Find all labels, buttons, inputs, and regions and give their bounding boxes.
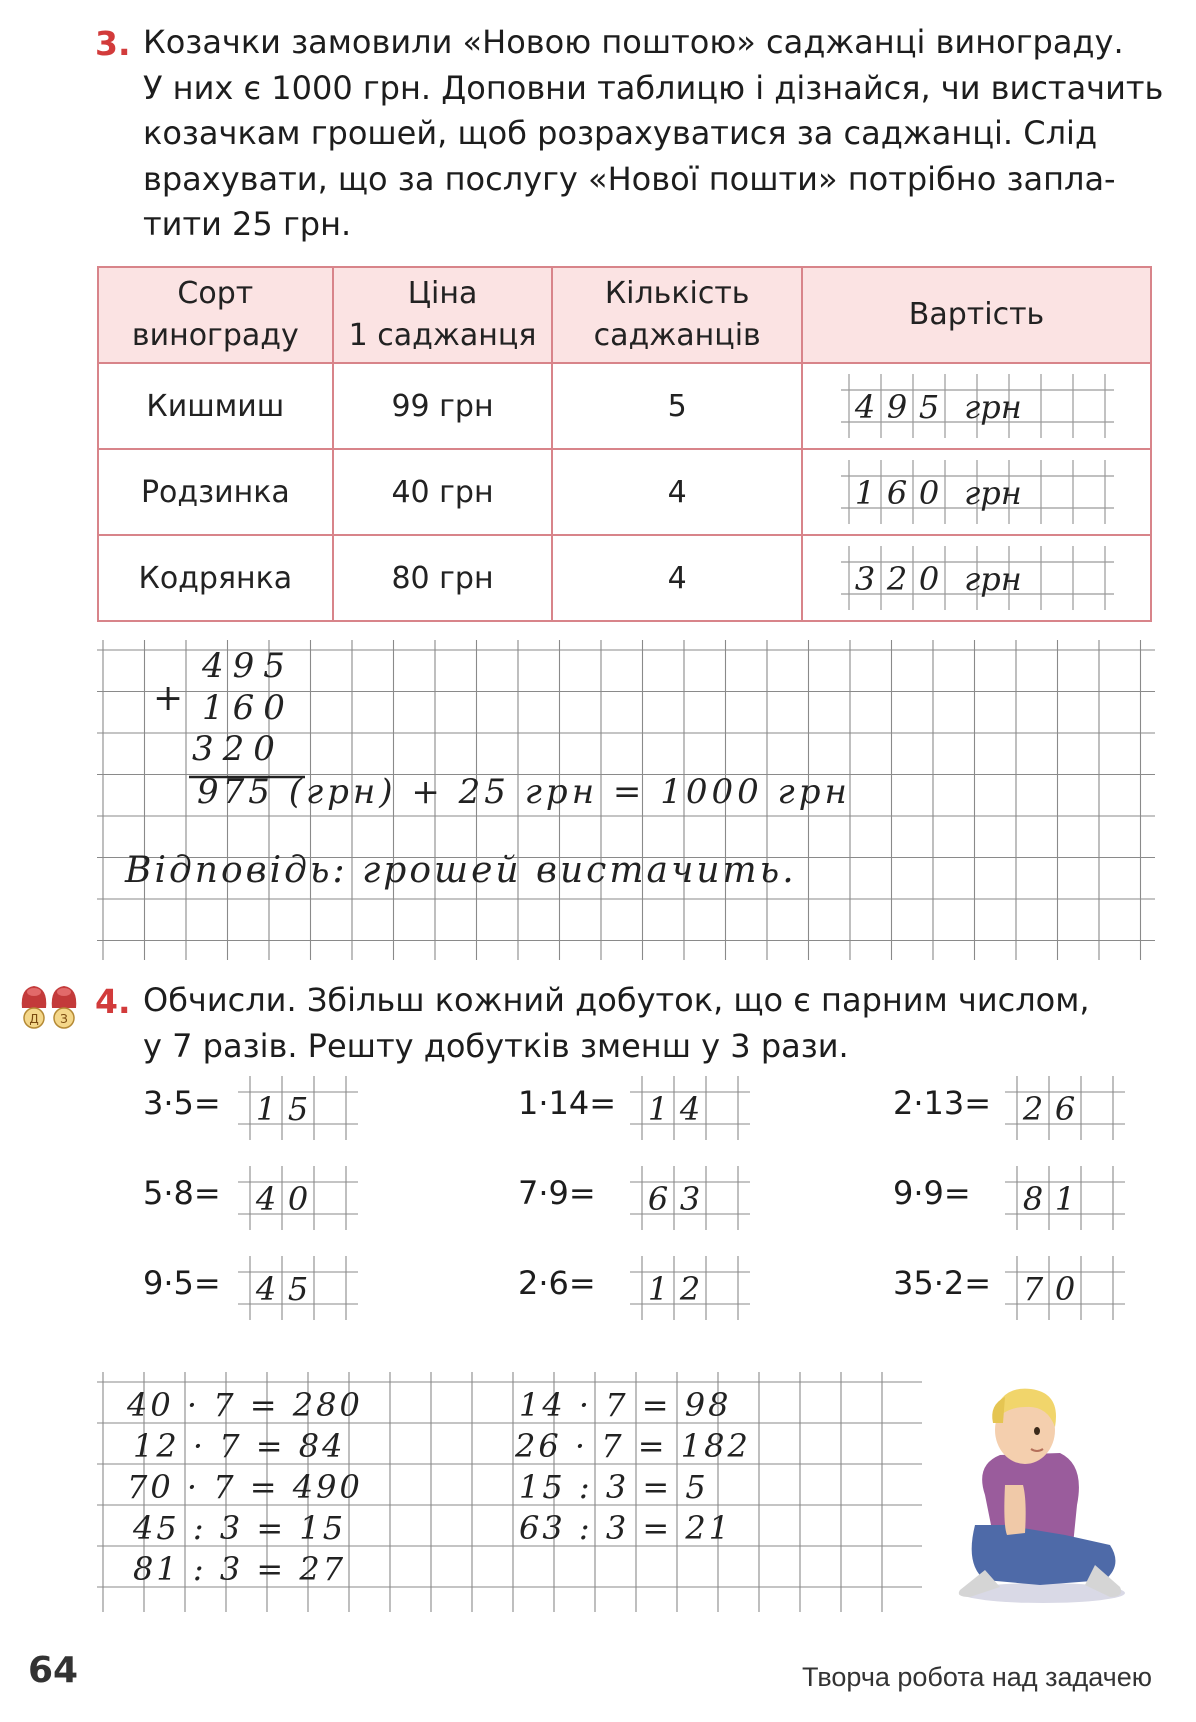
cell-price: 99 грн [333,363,553,449]
price-table-header-row [98,267,1151,363]
product-expression: 9·9= [893,1174,971,1212]
table-row [98,449,1151,535]
answer-line: Відповідь: грошей вистачить. [125,850,797,891]
cost-digit: 4 [854,388,876,426]
svg-text:З: З [60,1012,68,1026]
task-3-line-2: У них є 1000 грн. Доповни таблицю і дізнайся, чи вистачить [143,68,1164,107]
plus-sign: + [153,678,184,719]
svg-text:Д: Д [29,1012,39,1026]
cell-cost[interactable] [802,535,1151,621]
answer-digit: 1 [255,1090,277,1128]
task-4-work-grid[interactable] [97,1372,922,1612]
cell-quantity: 5 [552,363,802,449]
footer-title: Творча робота над задачею [802,1662,1152,1692]
task-3-line-1: Козачки замовили «Новою поштою» саджанці винограду. [143,23,1124,61]
cost-answer-grid [841,460,1114,524]
page-number: 64 [28,1650,79,1691]
task-4-line-1: Обчисли. Збільш кожний добуток, що є парним числом, [143,981,1090,1019]
work-left-line: 40 · 7 = 280 [127,1386,363,1424]
product-expression: 2·13= [893,1084,992,1122]
header-sort: Сорт винограду [98,267,333,363]
cost-answer-grid [841,546,1114,610]
product-answer-box[interactable] [238,1076,358,1140]
answer-digit: 0 [1054,1270,1076,1308]
work-left-line: 81 : 3 = 27 [133,1550,347,1588]
product-expression: 3·5= [143,1084,221,1122]
cell-cost[interactable] [802,363,1151,449]
cost-digit: 1 [854,474,876,512]
product-answer-box[interactable] [630,1166,750,1230]
cell-price: 80 грн [333,535,553,621]
product-expression: 9·5= [143,1264,221,1302]
cost-digit: 2 [886,560,908,598]
cost-unit: грн [964,560,1022,598]
task-3-number: 3. [95,24,131,63]
product-answer-box[interactable] [630,1256,750,1320]
task-3-line-4: врахувати, що за послугу «Нової пошти» потрібно запла- [143,159,1116,198]
cell-cost[interactable] [802,449,1151,535]
answer-digit: 2 [679,1270,701,1308]
table-row [98,363,1151,449]
answer-digit: 5 [287,1090,309,1128]
cell-quantity: 4 [552,535,802,621]
addend: 320 [192,729,284,769]
answer-digit: 8 [1022,1180,1044,1218]
two-bells-icon [16,978,84,1034]
task-4-line-2: у 7 разів. Решту добутків зменш у 3 рази. [143,1026,849,1065]
price-table [97,266,1152,622]
header-quantity: Кількість саджанців [552,267,802,363]
product-expression: 2·6= [518,1264,596,1302]
cost-answer-grid [841,374,1114,438]
answer-digit: 4 [679,1090,701,1128]
answer-digit: 7 [1022,1270,1044,1308]
cost-digit: 5 [918,388,940,426]
cost-digit: 0 [918,560,940,598]
answer-digit: 5 [287,1270,309,1308]
answer-digit: 3 [679,1180,701,1218]
cost-digit: 6 [886,474,908,512]
work-right-line: 15 : 3 = 5 [519,1468,709,1506]
cell-sort: Кишмиш [98,363,333,449]
task-4-text [143,978,1153,1069]
header-price: Ціна 1 саджанця [333,267,553,363]
cell-quantity: 4 [552,449,802,535]
cost-digit: 3 [854,560,876,598]
product-answer-box[interactable] [1005,1256,1125,1320]
work-left-line: 70 · 7 = 490 [127,1468,363,1506]
answer-digit: 4 [255,1180,277,1218]
work-right-line: 14 · 7 = 98 [519,1386,732,1424]
task-4-number: 4. [95,982,131,1021]
task-3-work-grid[interactable] [97,640,1155,960]
cell-price: 40 грн [333,449,553,535]
work-left-line: 45 : 3 = 15 [133,1509,347,1547]
addend: 495 [202,646,294,686]
header-cost: Вартість [802,267,1151,363]
task-3-line-5: тити 25 грн. [143,205,352,243]
task-3-line-3: козачкам грошей, щоб розрахуватися за саджанці. Слід [143,114,1098,152]
work-right-line: 63 : 3 = 21 [519,1509,733,1547]
product-answer-box[interactable] [1005,1076,1125,1140]
answer-digit: 0 [287,1180,309,1218]
product-expression: 5·8= [143,1174,221,1212]
answer-digit: 4 [255,1270,277,1308]
cost-digit: 9 [886,388,908,426]
answer-digit: 1 [647,1090,669,1128]
work-left-line: 12 · 7 = 84 [133,1427,346,1465]
product-answer-box[interactable] [238,1166,358,1230]
cell-sort: Родзинка [98,449,333,535]
task-3-text [143,20,1164,248]
product-answer-box[interactable] [1005,1166,1125,1230]
table-row [98,535,1151,621]
sitting-boy-illustration [945,1375,1135,1605]
product-answer-box[interactable] [630,1076,750,1140]
cost-digit: 0 [918,474,940,512]
addend: 160 [202,688,294,728]
cost-unit: грн [964,474,1022,512]
product-expression: 1·14= [518,1084,617,1122]
cell-sort: Кодрянка [98,535,333,621]
answer-digit: 6 [1054,1090,1076,1128]
product-answer-box[interactable] [238,1256,358,1320]
product-expression: 35·2= [893,1264,992,1302]
answer-digit: 2 [1022,1090,1044,1128]
sum-line: 975 (грн) + 25 грн = 1000 грн [197,772,851,812]
product-expression: 7·9= [518,1174,596,1212]
work-right-line: 26 · 7 = 182 [515,1427,751,1465]
answer-digit: 1 [1054,1180,1076,1218]
answer-digit: 6 [647,1180,669,1218]
cost-unit: грн [964,388,1022,426]
answer-digit: 1 [647,1270,669,1308]
